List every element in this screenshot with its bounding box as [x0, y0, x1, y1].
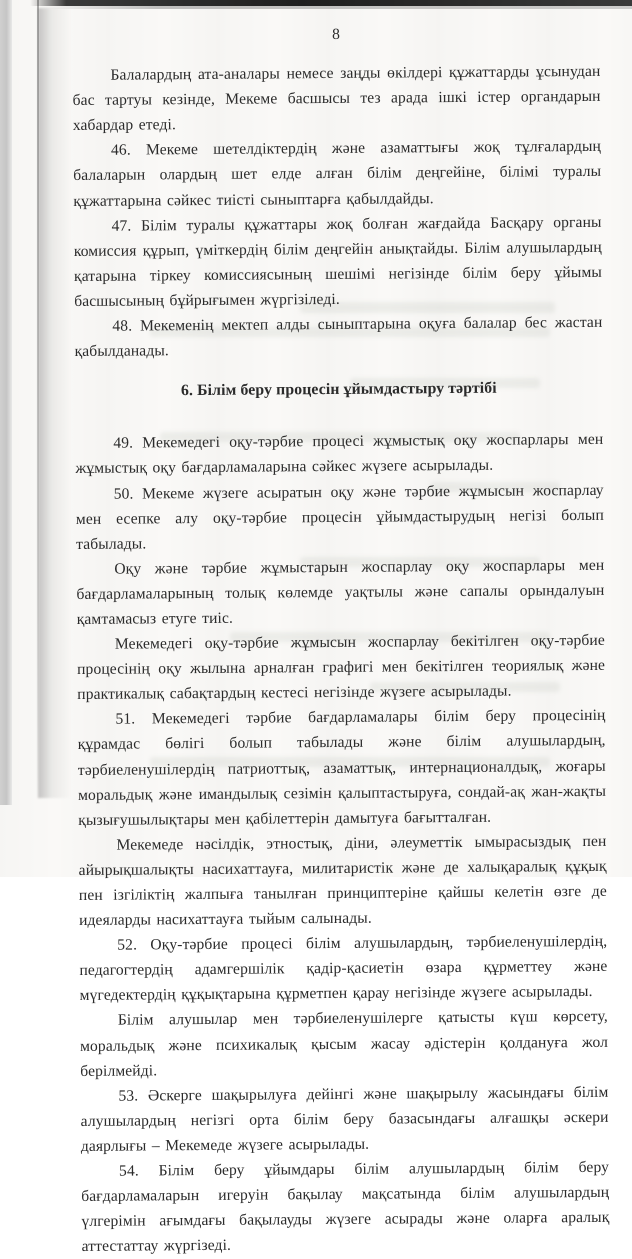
section-heading: 6. Білім беру процесін ұйымдастыру тәртібі: [180, 379, 497, 400]
document-paragraph: Оқу және тәрбие жұмыстарын жоспарлау оқу жоспарлары мен бағдарламаларының толық көлемде уақтылы және сапалы орындалуын қамтамасыз етуге тиіс.: [76, 556, 605, 628]
document-paragraph: 50. Мекеме жүзеге асыратын оқу және тәрбие жұмысын жоспарлау мен есепке алу оқу-тәрбие процесін ұйымдастырудың негізі болып табылады.: [75, 481, 604, 553]
document-paragraph: 47. Білім туралы құжаттары жоқ болған жағдайда Басқару органы комиссия құрып, үміткердің білім деңгейін анықтайды. Білім алушылардың қатарына тіркеу комиссиясының шешімі негізінде білім беру ұйымы басшысының бұйрығымен жүргізіледі.: [73, 213, 603, 310]
document-text-column: [72, 20, 610, 1259]
document-paragraph: 51. Мекемедегі тәрбие бағдарламалары білім беру процесінің құрамдас бөлігі болып табылады және білім алушылардың, тәрбиеленушілердің патриоттық, азаматтық, интернационалдық, жоғары моральдық және имандылық сезімін қалыптастыруға, сондай-ақ жан-жақты қызығушылықтары мен қабілеттерін дамытуға бағытталған.: [77, 707, 607, 829]
scanner-top-strip-soft: [40, 6, 632, 9]
document-paragraph: 54. Білім беру ұйымдары білім алушылардың білім беру бағдарламаларын игеруін бақылау мақсатында білім алушылардың үлгерімін ағымдағы бақылауды жүзеге асырады және оларға аралық аттестаттау жүргізеді.: [81, 1158, 610, 1256]
document-paragraph: Мекемеде нәсілдік, этностық, діни, әлеуметтік ымырасыздық пен айырықшалықты насихаттауға, милитаристік және де халықаралық құқық пен ізгіліктің жалпыға танылған принциптеріне қайшы келетін өзге де идеяларды насихаттауға тыйым салынады.: [78, 832, 607, 930]
document-paragraph: Мекемедегі оқу-тәрбие жұмысын жоспарлау бекітілген оқу-тәрбие процесінің оқу жылына арналған графигі мен бекітілген теориялық және практикалық сабақтардың кестесі негізінде жүзеге асырылады.: [77, 631, 606, 704]
scan-left-margin-band: [0, 0, 12, 805]
document-paragraph: 49. Мекемедегі оқу-тәрбие процесі жұмыстық оқу жоспарлары мен жұмыстық оқу бағдарламаларына сәйкес жүзеге асырылады.: [75, 431, 604, 478]
document-paragraph: 48. Мекеменің мектеп алды сыныптарына оқуға балалар бес жастан қабылданады.: [74, 313, 603, 361]
document-paragraph: 52. Оқу-тәрбие процесі білім алушылардың, тәрбиеленушілердің, педагогтердің адамгершілік қадір-қасиетін өзара құрметтеу және мүгедектердің құқықтарына құрметпен қарау негізінде жүзеге асырылады.: [79, 933, 608, 1005]
page-number: 8: [332, 25, 341, 43]
document-paragraph: 46. Мекеме шетелдіктердің және азаматтығы жоқ тұлғалардың балаларын олардың шет елде алған білім деңгейіне, білімі туралы құжаттарына сәйкес тиісті сыныптарға қабылдайды.: [73, 138, 602, 210]
document-paragraph: Білім алушылар мен тәрбиеленушілерге қатысты күш көрсету, моральдық және психикалық қысым жасау әдістерін қолдануға жол берілмейді.: [79, 1008, 609, 1080]
document-body: [72, 59, 609, 1259]
document-paragraph: 53. Әскерге шақырылуға дейінгі және шақырылу жасындағы білім алушылардың негізгі орта білім беру базасындағы алғашқы әскери даярлығы – Мекемеде жүзеге асырылады.: [80, 1083, 609, 1155]
page-edge-shadow: [38, 8, 72, 798]
page-edge-line: [37, 0, 39, 800]
document-paragraph: Балалардың ата-аналары немесе заңды өкілдері құжаттарды ұсынудан бас тартуы кезінде, Мекеме басшысы тез арада ішкі істер органдарын хабардар етеді.: [72, 62, 601, 135]
